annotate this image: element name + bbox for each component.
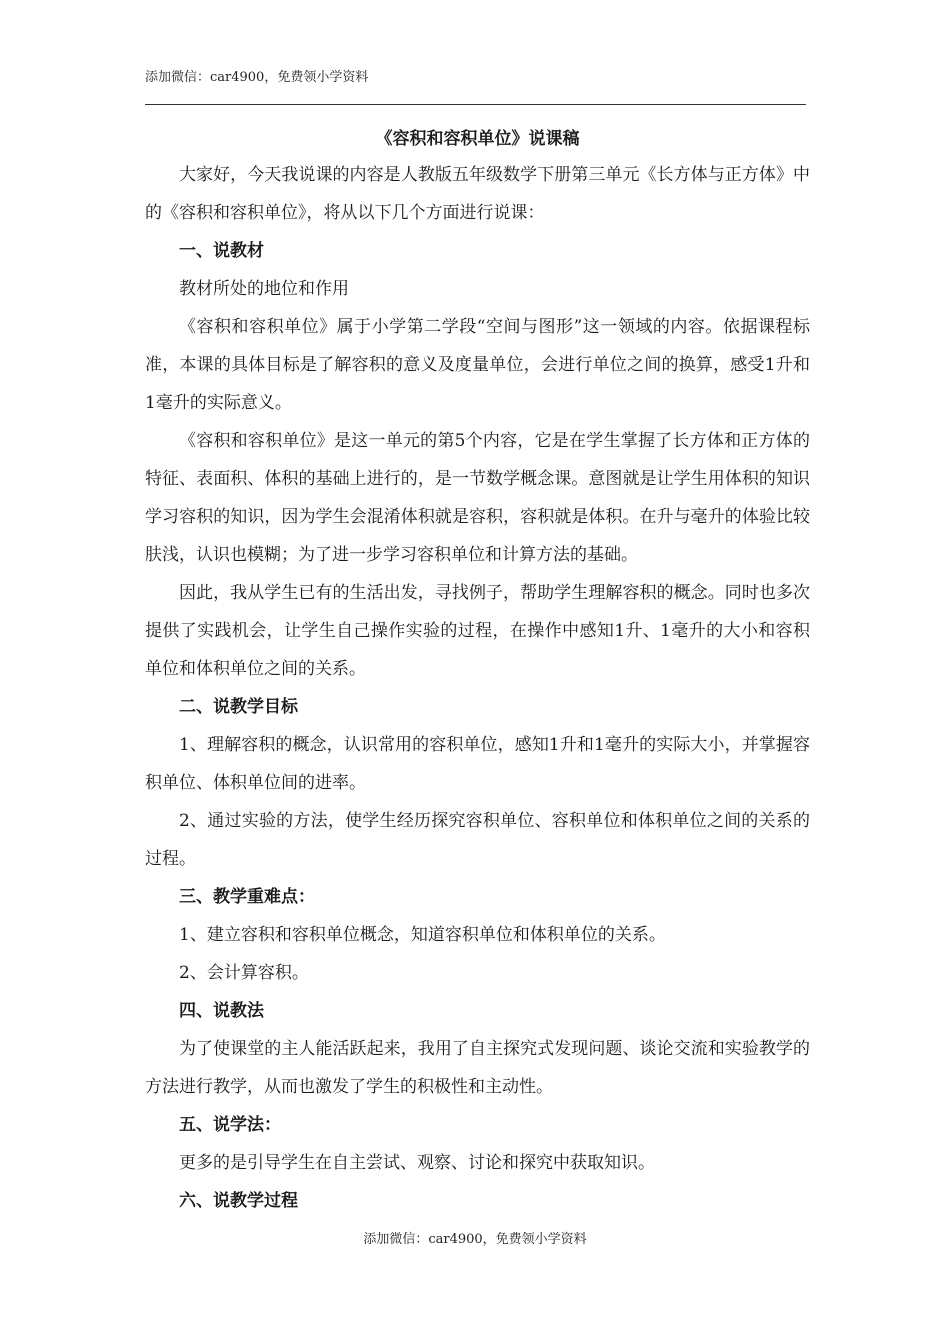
section-heading-objectives: 二、说教学目标 — [179, 697, 298, 717]
list-item: 2、通过实验的方法，使学生经历探究容积单位、容积单位和体积单位之间的关系的过程。 — [145, 811, 810, 869]
header-divider — [145, 104, 806, 105]
section-heading-teaching-process: 六、说教学过程 — [179, 1191, 298, 1211]
paragraph: 为了使课堂的主人能活跃起来，我用了自主探究式发现问题、谈论交流和实验教学的方法进行教学，从而也激发了学生的积极性和主动性。 — [145, 1039, 810, 1097]
paragraph: 因此，我从学生已有的生活出发，寻找例子，帮助学生理解容积的概念。同时也多次提供了实践机会，让学生自己操作实验的过程，在操作中感知1升、1毫升的大小和容积单位和体积单位之间的关系。 — [145, 583, 810, 679]
document-title: 《容积和容积单位》说课稿 — [375, 129, 580, 149]
intro-paragraph: 大家好，今天我说课的内容是人教版五年级数学下册第三单元《长方体与正方体》中的《容积和容积单位》，将从以下几个方面进行说课： — [145, 165, 810, 223]
footer-note: 添加微信：car4900，免费领小学资料 — [363, 1232, 587, 1247]
paragraph: 《容积和容积单位》是这一单元的第5个内容，它是在学生掌握了长方体和正方体的特征、表面积、体积的基础上进行的，是一节数学概念课。意图就是让学生用体积的知识学习容积的知识，因为学生会混淆体积就是容积，容积就是体积。在升与毫升的体验比较肤浅，认识也模糊；为了进一步学习容积单位和计算方法的基础。 — [145, 431, 810, 565]
paragraph: 更多的是引导学生在自主尝试、观察、讨论和探究中获取知识。 — [179, 1153, 655, 1173]
document-body — [145, 122, 810, 1220]
subheading-position-role: 教材所处的地位和作用 — [179, 279, 349, 299]
section-heading-key-points: 三、教学重难点： — [179, 887, 315, 907]
section-heading-teaching-methods: 四、说教法 — [179, 1001, 264, 1021]
section-heading-teaching-material: 一、说教材 — [179, 241, 264, 261]
list-item: 1、建立容积和容积单位概念，知道容积单位和体积单位的关系。 — [179, 925, 666, 945]
section-heading-learning-methods: 五、说学法： — [179, 1115, 281, 1135]
paragraph: 《容积和容积单位》属于小学第二学段“空间与图形”这一领域的内容。依据课程标准，本课的具体目标是了解容积的意义及度量单位，会进行单位之间的换算，感受1升和1毫升的实际意义。 — [145, 317, 810, 413]
list-item: 2、会计算容积。 — [179, 963, 309, 983]
header-note: 添加微信：car4900，免费领小学资料 — [145, 70, 369, 85]
list-item: 1、理解容积的概念，认识常用的容积单位，感知1升和1毫升的实际大小，并掌握容积单位、体积单位间的进率。 — [145, 735, 810, 793]
